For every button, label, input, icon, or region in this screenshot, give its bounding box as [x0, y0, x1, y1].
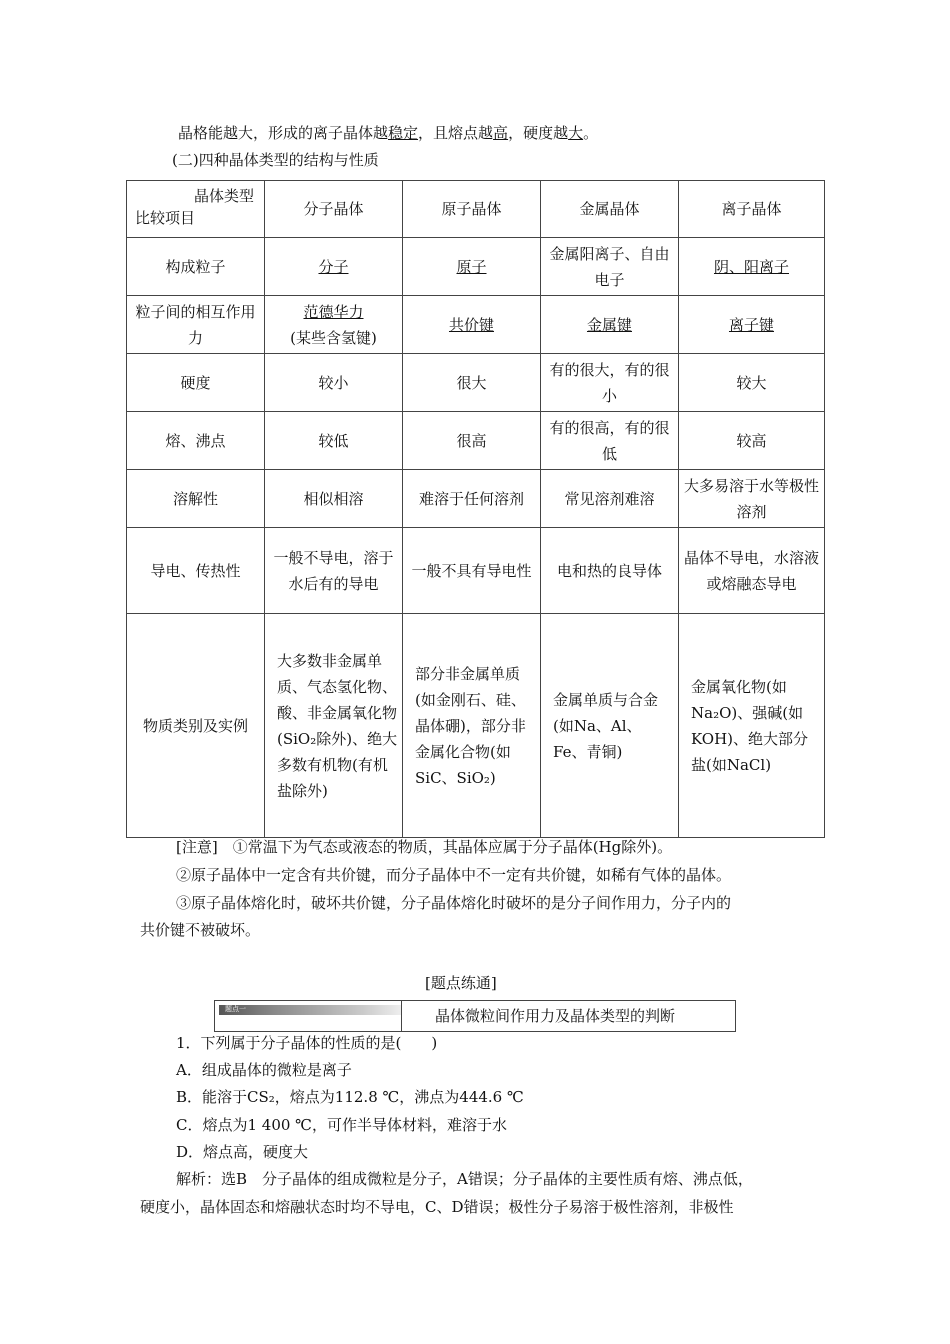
table-cell: 有的很高，有的很低 [541, 412, 679, 470]
underlined-answer: 稳定 [388, 124, 419, 142]
row-label: 物质类别及实例 [127, 614, 265, 838]
table-cell: 有的很大，有的很小 [541, 354, 679, 412]
table-cell: 大多数非金属单质、气态氢化物、酸、非金属氧化物(SiO₂除外)、绝大多数有机物(有机盐除外) [265, 614, 403, 838]
note-line: ③原子晶体熔化时，破坏共价键，分子晶体熔化时破坏的是分子间作用力，分子内的 [176, 894, 732, 912]
table-cell: 较大 [679, 354, 825, 412]
row-label: 硬度 [127, 354, 265, 412]
intro-line: 晶格能越大，形成的离子晶体越稳定，且熔点越高，硬度越大。 [178, 124, 599, 142]
table-cell: 阴、阳离子 [679, 238, 825, 296]
table-row [127, 354, 825, 412]
corner-cell [127, 181, 265, 238]
column-header: 分子晶体 [265, 181, 403, 238]
table-cell: 金属单质与合金(如Na、Al、Fe、青铜) [541, 614, 679, 838]
topic-divider [401, 1001, 402, 1031]
topic-tag: 题点一 [219, 1005, 401, 1015]
table-cell: 大多易溶于水等极性溶剂 [679, 470, 825, 528]
corner-bottom-label: 比较项目 [135, 209, 196, 227]
row-label: 导电、传热性 [127, 528, 265, 614]
row-label: 粒子间的相互作用力 [127, 296, 265, 354]
note-line: ②原子晶体中一定含有共价键，而分子晶体中不一定有共价键，如稀有气体的晶体。 [176, 866, 732, 884]
topic-label-box [214, 1000, 736, 1032]
table-row [127, 528, 825, 614]
option-c: C．熔点为1 400 ℃，可作半导体材料，难溶于水 [176, 1116, 507, 1134]
table-cell: 一般不导电，溶于水后有的导电 [265, 528, 403, 614]
option-d: D．熔点高，硬度大 [176, 1143, 309, 1161]
table-cell: 共价键 [403, 296, 541, 354]
corner-top-label: 晶体类型 [193, 187, 254, 205]
row-label: 熔、沸点 [127, 412, 265, 470]
note-line: [注意] ①常温下为气态或液态的物质，其晶体应属于分子晶体(Hg除外)。 [176, 838, 673, 856]
option-b: B．能溶于CS₂，熔点为112.8 ℃，沸点为444.6 ℃ [176, 1088, 524, 1106]
table-row [127, 412, 825, 470]
crystal-comparison-table [126, 180, 825, 838]
section-title: (二)四种晶体类型的结构与性质 [172, 151, 379, 169]
table-cell: 相似相溶 [265, 470, 403, 528]
topic-title: 晶体微粒间作用力及晶体类型的判断 [435, 1007, 676, 1025]
row-label: 构成粒子 [127, 238, 265, 296]
table-cell: 常见溶剂难溶 [541, 470, 679, 528]
practice-header: [题点练通] [425, 974, 497, 992]
table-cell: 较小 [265, 354, 403, 412]
table-cell: 电和热的良导体 [541, 528, 679, 614]
table-cell: 金属氧化物(如Na₂O)、强碱(如KOH)、绝大部分盐(如NaCl) [679, 614, 825, 838]
table-cell: 难溶于任何溶剂 [403, 470, 541, 528]
table-cell: 较高 [679, 412, 825, 470]
column-header: 离子晶体 [679, 181, 825, 238]
question-stem: 1．下列属于分子晶体的性质的是( ) [176, 1034, 438, 1052]
table-cell: 范德华力 (某些含氢键) [265, 296, 403, 354]
table-row [127, 238, 825, 296]
note-line: 共价键不被破坏。 [140, 921, 261, 939]
table-cell: 分子 [265, 238, 403, 296]
table-row [127, 614, 825, 838]
underlined-answer: 大 [568, 124, 584, 142]
table-cell: 原子 [403, 238, 541, 296]
table-row [127, 296, 825, 354]
table-cell: 金属阳离子、自由电子 [541, 238, 679, 296]
option-a: A．组成晶体的微粒是离子 [176, 1061, 352, 1079]
table-cell: 很大 [403, 354, 541, 412]
column-header: 原子晶体 [403, 181, 541, 238]
row-label: 溶解性 [127, 470, 265, 528]
underlined-answer: 高 [493, 124, 509, 142]
analysis-line: 硬度小，晶体固态和熔融状态时均不导电，C、D错误；极性分子易溶于极性溶剂，非极性 [140, 1198, 734, 1216]
table-cell: 很高 [403, 412, 541, 470]
table-cell: 较低 [265, 412, 403, 470]
table-cell: 离子键 [679, 296, 825, 354]
table-header-row [127, 181, 825, 238]
table-row [127, 470, 825, 528]
analysis-line: 解析：选B 分子晶体的组成微粒是分子，A错误；分子晶体的主要性质有熔、沸点低， [176, 1170, 753, 1188]
table-cell: 一般不具有导电性 [403, 528, 541, 614]
table-cell: 部分非金属单质(如金刚石、硅、晶体硼)，部分非金属化合物(如SiC、SiO₂) [403, 614, 541, 838]
table-cell: 金属键 [541, 296, 679, 354]
table-cell: 晶体不导电，水溶液或熔融态导电 [679, 528, 825, 614]
column-header: 金属晶体 [541, 181, 679, 238]
